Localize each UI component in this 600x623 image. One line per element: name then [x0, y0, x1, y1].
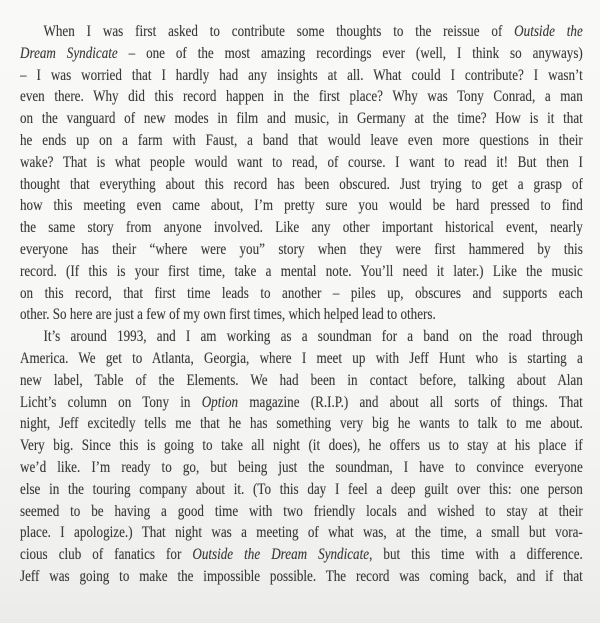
- text-segment: wake? That is what people would want to read, of course. I want to read it! But then I: [20, 153, 583, 171]
- text-line: [20, 326, 583, 348]
- text-line: [20, 152, 583, 174]
- text-line: [20, 413, 583, 435]
- text-segment: record. (If this is your first time, take a mental note. You’ll need it later.) Like the music: [20, 262, 583, 280]
- text-segment: When I was first asked to contribute some thoughts to the reissue of: [43, 23, 515, 40]
- text-line: [20, 304, 583, 326]
- text-segment: on the vanguard of new modes in film and music, in Germany at the time? How is it that: [20, 110, 583, 128]
- text-segment: , but this time with a difference.: [369, 546, 583, 564]
- text-segment: how this meeting even came about, I’m pretty sure you would be hard pressed to find: [20, 197, 583, 215]
- text-line: [20, 261, 583, 283]
- text-segment: seemed to be having a good time with two friendly locals and wished to stay at their: [20, 502, 583, 520]
- text-segment: night, Jeff excitedly tells me that he has something very big he wants to talk to me about.: [20, 415, 583, 433]
- text-segment: America. We get to Atlanta, Georgia, where I meet up with Jeff Hunt who is starting a: [20, 349, 583, 367]
- italic-title-text: Option: [201, 393, 239, 411]
- text-line: [20, 239, 583, 261]
- text-line: [20, 370, 583, 392]
- text-segment: cious club of fanatics for: [20, 546, 193, 564]
- text-segment: other. So here are just a few of my own first times, which helped lead to others.: [20, 306, 436, 324]
- text-line: [20, 43, 583, 65]
- text-line: [20, 283, 583, 305]
- text-segment: the same story from anyone involved. Like any other important historical event, nearly: [20, 219, 583, 237]
- text-line: [20, 217, 583, 239]
- text-line: [20, 65, 583, 87]
- text-line: [20, 195, 583, 217]
- text-line: [20, 501, 583, 523]
- text-segment: Licht’s column on Tony in: [20, 393, 202, 411]
- paragraph-2: [20, 326, 583, 588]
- text-line: [20, 21, 583, 43]
- text-line: [20, 544, 583, 566]
- text-line: [20, 566, 583, 588]
- page-text: [20, 21, 583, 588]
- text-segment: he ends up on a farm with Faust, a band that would leave even more questions in their: [20, 131, 583, 149]
- text-line: [20, 435, 583, 457]
- italic-title-text: Outside the Dream Syndicate: [192, 546, 370, 564]
- italic-title-text: Outside the: [514, 23, 583, 40]
- text-line: [20, 130, 583, 152]
- text-line: [20, 457, 583, 479]
- text-segment: Jeff was going to make the impossible possible. The record was coming back, and if that: [20, 567, 583, 585]
- text-line: [20, 348, 583, 370]
- paragraph-1: [20, 21, 583, 326]
- text-segment: – one of the most amazing recordings ever (well, I think so anyways): [117, 44, 583, 62]
- text-segment: magazine (R.I.P.) and about all sorts of things. That: [238, 393, 583, 411]
- text-line: [20, 108, 583, 130]
- text-segment: everyone has their “where were you” story when they were first hammered by this: [20, 240, 583, 258]
- text-segment: thought that everything about this record has been obscured. Just trying to get a grasp of: [20, 175, 583, 193]
- text-segment: on this record, that first time leads to another – piles up, obscures and supports each: [20, 284, 583, 302]
- text-line: [20, 86, 583, 108]
- italic-title-text: Dream Syndicate: [20, 44, 118, 62]
- text-segment: place. I apologize.) That night was a meeting of what was, at the time, a small but vora-: [20, 524, 583, 542]
- text-segment: even there. Why did this record happen in the first place? Why was Tony Conrad, a man: [20, 88, 583, 106]
- text-segment: – I was worried that I hardly had any insights at all. What could I contribute? I wasn’t: [20, 66, 583, 84]
- text-segment: It’s around 1993, and I am working as a soundman for a band on the road through: [43, 328, 583, 346]
- text-segment: we’d like. I’m ready to go, but being just the soundman, I have to convince everyone: [20, 458, 583, 476]
- text-line: [20, 479, 583, 501]
- text-segment: new label, Table of the Elements. We had been in contact before, talking about Alan: [20, 371, 583, 389]
- text-line: [20, 174, 583, 196]
- text-line: [20, 522, 583, 544]
- text-segment: Very big. Since this is going to take all night (it does), he offers us to stay at his place if: [20, 437, 583, 455]
- text-line: [20, 392, 583, 414]
- text-segment: else in the touring company about it. (To this day I feel a deep guilt over this: one person: [20, 480, 583, 498]
